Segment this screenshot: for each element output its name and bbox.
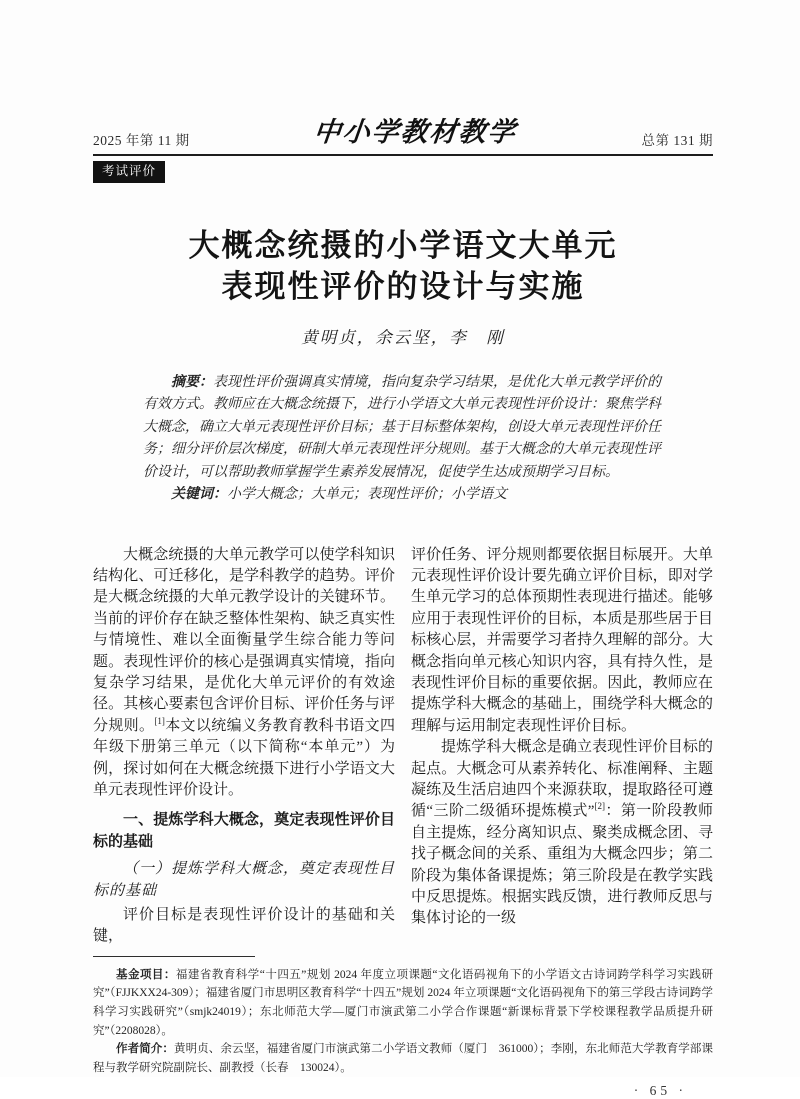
abstract-block [143,372,661,507]
body-para: 评价任务、评分规则都要依据目标展开。大单元表现性评价设计要先确立评价目标，即对学生单元学习的总体预期性表现进行描述。能够应用于表现性评价的目标，本质是那些居于目标核心层，并需要学习者持久理解的部分。大概念指向单元核心知识内容，具有持久性，是表现性评价目标的重要依据。因此，教师应在提炼学科大概念的基础上，围绕学科大概念的理解与运用制定表现性评价目标。 [411,546,713,734]
footnote-divider [93,956,255,957]
article-title-line2: 表现性评价的设计与实施 [221,268,585,304]
abstract-label: 摘要： [171,374,213,390]
fund-project-text: 福建省教育科学“十四五”规划 2024 年度立项课题“文化语码视角下的小学语文古诗词跨学科学习实践研究”（FJJKXX24-309）；福建省厦门市思明区教育科学“十四五”规划 2024 年立项课题“文化语码视角下的第三学段古诗词跨学科学习实践研究”（smjk24019）；东北师范大学—厦门市演武第二小学合作课题“新课标背景下学校课程教学品质提升研究”（2208028）。 [93,968,714,1037]
body-subheading: （一）提炼学科大概念，奠定表现性目标的基础 [93,861,396,899]
body-right-column [411,545,713,948]
keywords-paragraph [143,484,661,507]
article-authors: 黄明贞，余云坚，李 刚 [301,327,505,347]
body-para: 评价目标是表现性评价设计的基础和关键， [93,907,395,945]
fund-project-label: 基金项目： [116,968,176,981]
author-bio-note [93,1040,713,1077]
header-divider [93,154,713,156]
citation-ref: [2] [594,801,605,812]
issue-number-right: 总第 131 期 [641,133,713,148]
author-bio-label: 作者简介： [116,1043,174,1056]
body-left-column [93,545,395,948]
author-bio-text: 黄明贞、余云坚，福建省厦门市演武第二小学语文教师（厦门 361000）；李刚，东北师范大学教育学部课程与教学研究院副院长、副教授（长春 130024）。 [93,1043,713,1074]
article-title [93,225,713,307]
article-title-line1: 大概念统摄的小学语文大单元 [188,227,618,263]
page-number: · 65 · [633,1083,687,1099]
keywords-label: 关键词： [171,487,227,502]
category-tag: 考试评价 [93,161,165,183]
footnotes-block [93,966,713,1078]
body-heading: 一、提炼学科大概念，奠定表现性评价目标的基础 [93,811,395,850]
keywords-text: 小学大概念；大单元；表现性评价；小学语文 [227,487,507,502]
fund-project-note [93,966,713,1040]
abstract-paragraph [143,372,661,485]
body-para: 大概念统摄的大单元教学可以使学科知识结构化、可迁移化，是学科教学的趋势。评价是大概念统摄的大单元教学设计的关键环节。当前的评价存在缺乏整体性架构、缺乏真实性与情境性、难以全面衡量学生综合能力等问题。表现性评价的核心是强调真实情境，指向复杂学习结果，是优化大单元评价的有效途径。其核心要素包含评价目标、评价任务与评分规则。[1]本文以统编义务教育教科书语文四年级下册第三单元（以下简称“本单元”）为例，探讨如何在大概念统摄下进行小学语文大单元表现性评价设计。 [93,546,395,798]
issue-number-left: 2025 年第 11 期 [93,133,190,148]
abstract-text: 表现性评价强调真实情境，指向复杂学习结果，是优化大单元教学评价的有效方式。教师应在大概念统摄下，进行小学语文大单元表现性评价设计：聚焦学科大概念，确立大单元表现性评价目标；基于目标整体架构，创设大单元表现性评价任务；细分评价层次梯度，研制大单元表现性评分规则。基于大概念的大单元表现性评价设计，可以帮助教师掌握学生素养发展情况，促使学生达成预期学习目标。 [143,374,661,480]
citation-ref: [1] [154,715,165,726]
body-columns [93,545,713,948]
body-para: 提炼学科大概念是确立表现性评价目标的起点。大概念可从素养转化、标准阐释、主题凝练及生活启迪四个来源获取，提取路径可遵循“三阶二级循环提炼模式”[2]：第一阶段教师自主提炼，经分离知识点、聚类成概念团、寻找子概念间的关系、重组为大概念四步；第二阶段为集体备课提炼；第三阶段是在教学实践中反思提炼。根据实践反馈，进行教师反思与集体讨论的一级 [411,739,713,927]
page-header [93,0,713,149]
journal-logo: 中小学教材教学 [312,117,519,147]
